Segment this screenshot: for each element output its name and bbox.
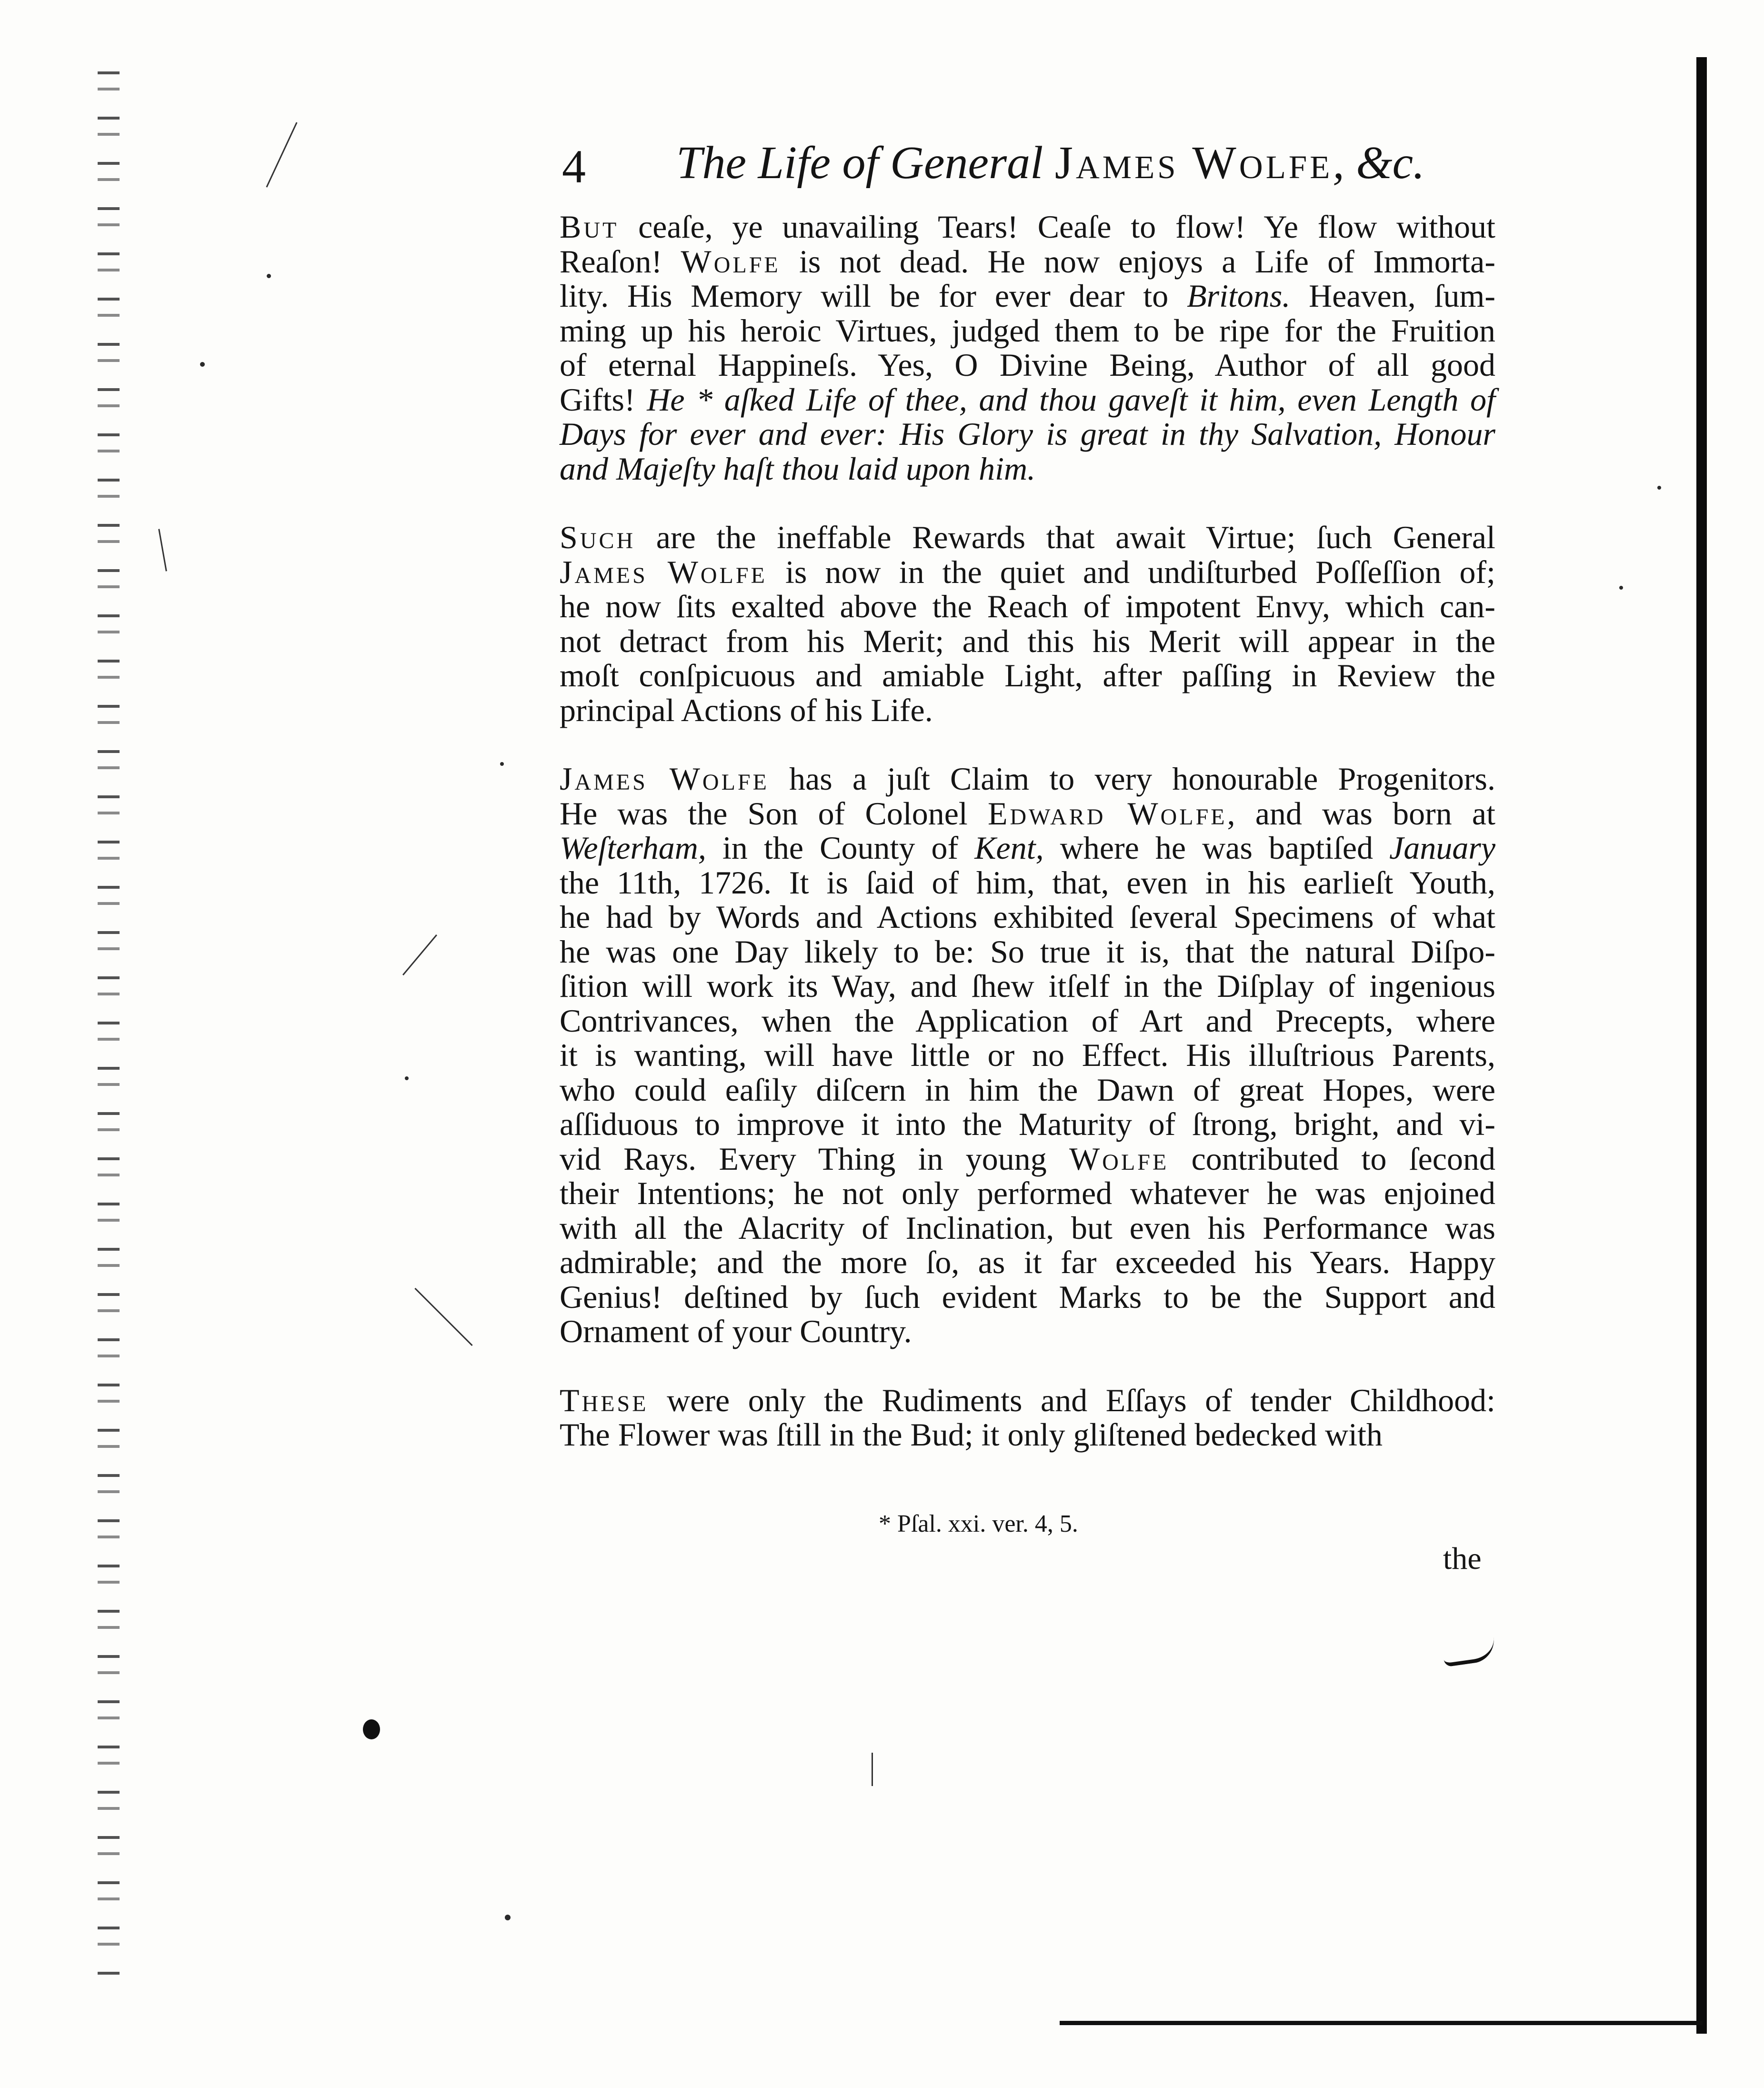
text-line: [560, 1142, 1495, 1176]
title-name: James Wolfe: [1054, 137, 1333, 189]
text-run: of eternal Happineſs. Yes, O Divine Being, Author of all good: [560, 347, 1495, 383]
speck: [1619, 586, 1623, 590]
text-run: not detract from his Merit; and this his Merit will appear in the: [560, 622, 1495, 659]
text-line: [560, 452, 1495, 486]
text-line: [560, 348, 1495, 382]
text-run: James Wolfe: [560, 761, 769, 797]
text-run: Reaſon!: [560, 243, 681, 280]
text-run: admirable; and the more ſo, as it far exceeded his Years. Happy: [560, 1244, 1495, 1280]
running-head-title: [676, 136, 1425, 190]
text-line: [560, 1107, 1495, 1142]
text-line: [560, 313, 1495, 348]
text-run: the 11th, 1726. It is ſaid of him, that, even in his earlieſt Youth,: [560, 864, 1495, 901]
paragraph: [560, 1383, 1495, 1452]
text-run: Genius! deſtined by ſuch evident Marks to be the Support and: [560, 1278, 1495, 1315]
speck: [200, 362, 205, 367]
text-run: Ornament of your Country.: [560, 1313, 912, 1349]
text-line: [560, 1314, 1495, 1349]
text-run: These: [560, 1382, 649, 1418]
text-line: [560, 1211, 1495, 1245]
speck: [405, 1076, 409, 1080]
text-run: He * aſked Life of thee, and thou gaveſt it him, even Length of: [647, 381, 1495, 418]
left-margin-bleed: [98, 71, 120, 1977]
text-line: [560, 624, 1495, 659]
text-run: The Flower was ſtill in the Bud; it only gliſtened bedecked with: [560, 1416, 1383, 1453]
text-line: [560, 831, 1495, 865]
text-run: he had by Words and Actions exhibited ſeveral Specimens of what: [560, 899, 1495, 935]
text-run: ſition will work its Way, and ſhew itſelf in the Diſplay of ingenious: [560, 968, 1495, 1004]
text-line: [560, 1038, 1495, 1073]
text-run: and Majeſty haſt thou laid upon him.: [560, 450, 1036, 487]
speck: [267, 274, 271, 278]
text-run: Such: [560, 519, 636, 555]
text-run: aſſiduous to improve it into the Maturity of ſtrong, bright, and vi-: [560, 1106, 1495, 1142]
text-run: James Wolfe: [560, 553, 767, 590]
text-run: with all the Alacrity of Inclination, but even his Performance was: [560, 1209, 1495, 1246]
text-run: where he was baptiſed: [1043, 830, 1390, 866]
paragraph: [560, 520, 1495, 727]
text-run: Britons.: [1187, 278, 1291, 314]
pen-stroke: [266, 122, 297, 187]
pen-stroke: [872, 1753, 873, 1786]
text-run: he was one Day likely to be: So true it is, that the natural Diſpo-: [560, 933, 1495, 970]
text-line: [560, 1417, 1495, 1452]
text-run: Heaven, ſum-: [1290, 278, 1495, 314]
text-line: [560, 693, 1495, 728]
text-run: ming up his heroic Virtues, judged them to be ripe for the Fruition: [560, 312, 1495, 349]
title-italic: The Life of General: [676, 137, 1043, 189]
text-run: Wolfe: [1069, 1140, 1169, 1177]
text-run: ceaſe, ye unavailing Tears! Ceaſe to flow! Ye flow without: [619, 209, 1495, 245]
running-header: [562, 130, 1425, 196]
text-line: [560, 589, 1495, 624]
ink-blot: [363, 1719, 380, 1739]
text-run: their Intentions; he not only performed whatever he was enjoined: [560, 1175, 1495, 1211]
text-line: [560, 1245, 1495, 1280]
text-line: [560, 865, 1495, 900]
speck: [1657, 486, 1661, 490]
text-line: [560, 796, 1495, 831]
text-line: [560, 382, 1495, 417]
paragraph: [560, 210, 1495, 486]
text-line: [560, 658, 1495, 693]
pen-stroke: [402, 934, 437, 975]
text-run: is not dead. He now enjoys a Life of Immorta-: [780, 243, 1495, 280]
text-run: Kent,: [974, 830, 1044, 866]
text-run: Days for ever and ever: His Glory is great in thy Salvation, Honour: [560, 416, 1495, 452]
footnote: * Pſal. xxi. ver. 4, 5.: [879, 1510, 1078, 1537]
text-run: vid Rays. Every Thing in young: [560, 1140, 1070, 1177]
text-line: [560, 762, 1495, 796]
binding-shadow: [1696, 57, 1707, 2034]
text-line: [560, 417, 1495, 452]
text-run: principal Actions of his Life.: [560, 692, 933, 728]
text-line: [560, 1383, 1495, 1418]
text-line: [560, 1004, 1495, 1038]
title-suffix: , &c.: [1333, 137, 1425, 189]
text-run: contributed to ſecond: [1169, 1140, 1495, 1177]
text-run: Wolfe: [681, 243, 781, 280]
text-line: [560, 210, 1495, 244]
text-line: [560, 555, 1495, 590]
text-line: [560, 520, 1495, 555]
text-run: lity. His Memory will be for ever dear to: [560, 278, 1187, 314]
text-line: [560, 934, 1495, 969]
text-line: [560, 279, 1495, 313]
text-run: Weſterham,: [560, 830, 706, 866]
ink-mark: [1442, 1637, 1497, 1667]
text-run: were only the Rudiments and Eſſays of tender Childhood:: [648, 1382, 1495, 1418]
speck: [505, 1915, 511, 1920]
text-line: [560, 1280, 1495, 1315]
text-run: But: [560, 209, 619, 245]
text-run: January: [1389, 830, 1495, 866]
text-run: He was the Son of Colonel: [560, 795, 988, 832]
page-number: 4: [562, 140, 586, 193]
body-text: [560, 210, 1495, 1452]
speck: [500, 762, 504, 766]
text-run: has a juſt Claim to very honourable Progenitors.: [769, 761, 1496, 797]
text-run: moſt conſpicuous and amiable Light, after paſſing in Review the: [560, 657, 1495, 693]
text-run: Gifts!: [560, 381, 647, 418]
catchword: the: [1443, 1541, 1482, 1576]
text-run: who could eaſily diſcern in him the Dawn of great Hopes, were: [560, 1071, 1495, 1108]
text-run: , and was born at: [1227, 795, 1496, 832]
paragraph: [560, 762, 1495, 1349]
text-line: [560, 900, 1495, 934]
text-line: [560, 1176, 1495, 1211]
text-run: are the ineffable Rewards that await Virtue; ſuch General: [635, 519, 1495, 555]
text-run: is now in the quiet and undiſturbed Poſſeſſion of;: [767, 553, 1495, 590]
text-line: [560, 969, 1495, 1004]
pen-stroke: [158, 529, 167, 571]
text-run: in the County of: [706, 830, 975, 866]
text-run: Contrivances, when the Application of Art and Precepts, where: [560, 1002, 1495, 1039]
pen-stroke: [414, 1288, 472, 1346]
text-line: [560, 1073, 1495, 1107]
edge-shadow: [1060, 2021, 1703, 2025]
text-run: it is wanting, will have little or no Effect. His illuſtrious Parents,: [560, 1037, 1495, 1073]
text-run: he now ſits exalted above the Reach of impotent Envy, which can-: [560, 588, 1495, 624]
text-line: [560, 244, 1495, 279]
text-run: Edward Wolfe: [987, 795, 1227, 832]
